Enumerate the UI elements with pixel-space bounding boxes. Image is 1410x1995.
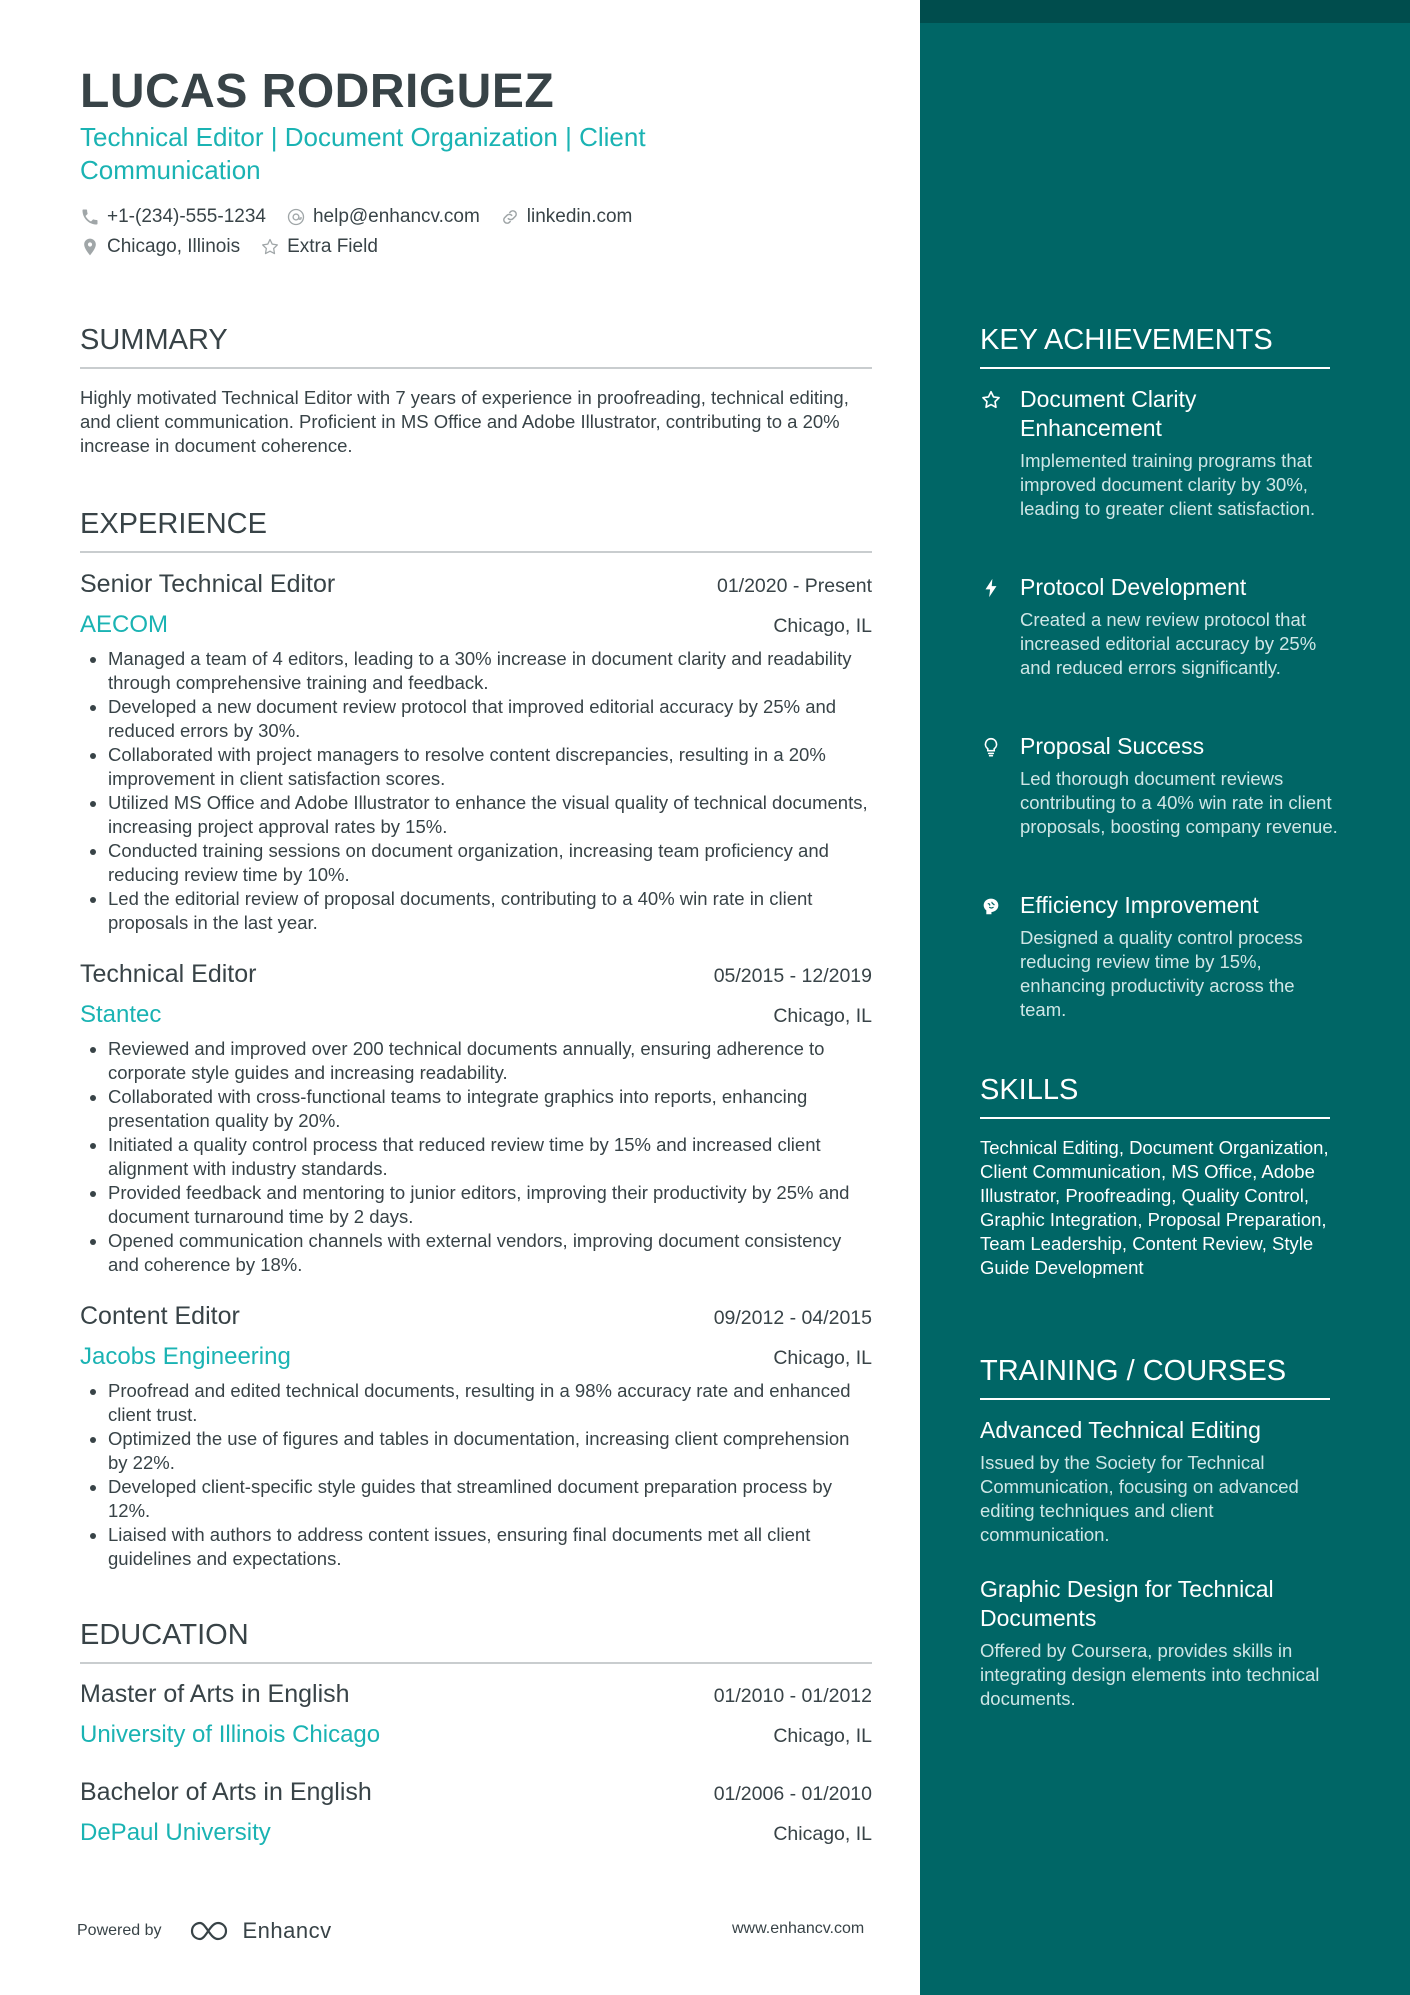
job-dates: 01/2020 - Present xyxy=(716,575,872,597)
job-title: Content Editor xyxy=(80,1302,240,1330)
edu-dates: 01/2010 - 01/2012 xyxy=(713,1685,872,1707)
course-desc: Issued by the Society for Technical Communication, focusing on advanced editing techniques and client communication. xyxy=(980,1452,1299,1545)
bullet: • Collaborated with cross-functional teams to integrate graphics into reports, enhancing presentation quality by 20%. xyxy=(108,1085,872,1133)
bullet: • Managed a team of 4 editors, leading to a 30% increase in document clarity and readability through comprehensive training and feedback. xyxy=(108,647,872,695)
job-title: Senior Technical Editor xyxy=(80,570,336,598)
job-dates: 09/2012 - 04/2015 xyxy=(713,1307,872,1329)
degree: Master of Arts in English xyxy=(80,1680,350,1708)
job-bullets xyxy=(80,1037,872,1277)
edu-dates: 01/2006 - 01/2010 xyxy=(713,1783,872,1805)
school-name: University of Illinois Chicago xyxy=(80,1721,381,1748)
company-name: AECOM xyxy=(80,611,169,638)
achievement-desc: Implemented training programs that improved document clarity by 30%, leading to greater client satisfaction. xyxy=(1020,450,1316,519)
company-name: Stantec xyxy=(80,1001,162,1028)
achievement-desc: Created a new review protocol that increased editorial accuracy by 25% and reduced errors significantly. xyxy=(1020,609,1317,678)
achievement-title: Proposal Success xyxy=(1020,733,1205,759)
degree: Bachelor of Arts in English xyxy=(80,1778,372,1806)
skills-list: Technical Editing, Document Organization, Client Communication, MS Office, Adobe Illustrator, Proofreading, Quality Control, Graphic Integration, Proposal Preparation, Team Leadership, Content Review, Style Guide Development xyxy=(980,1137,1329,1278)
job-location: Chicago, IL xyxy=(773,1347,872,1369)
achievement-item xyxy=(980,573,1340,680)
summary-heading: SUMMARY xyxy=(80,324,872,369)
lightbulb-icon xyxy=(980,736,1002,758)
enhancv-brand: Enhancv xyxy=(242,1918,332,1943)
bullet: • Collaborated with project managers to resolve content discrepancies, resulting in a 20% improvement in client satisfaction scores. xyxy=(108,743,872,791)
bullet: • Conducted training sessions on document organization, increasing team proficiency and reducing review time by 10%. xyxy=(108,839,872,887)
star-outline-icon xyxy=(260,237,280,257)
brain-icon xyxy=(980,895,1002,917)
course-title: Graphic Design for Technical Documents xyxy=(980,1576,1274,1631)
course-title: Advanced Technical Editing xyxy=(980,1417,1261,1443)
edu-location: Chicago, IL xyxy=(773,1725,872,1747)
location-pin-icon xyxy=(80,237,100,257)
email-item[interactable] xyxy=(286,206,480,228)
bullet: • Liaised with authors to address content issues, ensuring final documents met all client guidelines and expectations. xyxy=(108,1523,872,1571)
bullet: • Optimized the use of figures and tables in documentation, increasing client comprehension by 22%. xyxy=(108,1427,872,1475)
training-heading: TRAINING / COURSES xyxy=(980,1355,1330,1400)
education-heading: EDUCATION xyxy=(80,1619,872,1664)
bullet: • Proofread and edited technical documents, resulting in a 98% accuracy rate and enhanced client trust. xyxy=(108,1379,872,1427)
extra-field: Extra Field xyxy=(287,236,378,257)
edu-location: Chicago, IL xyxy=(773,1823,872,1845)
bolt-icon xyxy=(980,577,1002,599)
achievement-desc: Led thorough document reviews contributing to a 40% win rate in client proposals, boosting company revenue. xyxy=(1020,768,1338,837)
achievement-item xyxy=(980,732,1340,839)
job-entry xyxy=(80,570,872,935)
contact-row-1 xyxy=(80,206,652,228)
achievement-item xyxy=(980,891,1340,1022)
school-name: DePaul University xyxy=(80,1819,271,1846)
bullet: • Developed a new document review protocol that improved editorial accuracy by 25% and reduced errors by 30%. xyxy=(108,695,872,743)
achievement-title: Protocol Development xyxy=(1020,574,1247,600)
company-name: Jacobs Engineering xyxy=(80,1343,291,1370)
contact-row-2 xyxy=(80,236,398,258)
bullet: • Developed client-specific style guides that streamlined document preparation process by 12%. xyxy=(108,1475,872,1523)
enhancv-logo[interactable] xyxy=(188,1918,332,1944)
education-entry xyxy=(80,1778,872,1847)
experience-heading: EXPERIENCE xyxy=(80,508,872,553)
enhancv-logo-icon xyxy=(188,1918,234,1944)
job-dates: 05/2015 - 12/2019 xyxy=(713,965,872,987)
job-location: Chicago, IL xyxy=(773,615,872,637)
sidebar-top-bar xyxy=(920,0,1410,23)
job-bullets xyxy=(80,647,872,935)
education-entry xyxy=(80,1680,872,1749)
achievements-heading: KEY ACHIEVEMENTS xyxy=(980,324,1330,369)
phone-icon xyxy=(80,207,100,227)
location-item xyxy=(80,236,240,258)
website-item[interactable] xyxy=(500,206,633,228)
course-desc: Offered by Coursera, provides skills in integrating design elements into technical documents. xyxy=(980,1640,1320,1709)
extra-item xyxy=(260,236,378,258)
candidate-name: LUCAS RODRIGUEZ xyxy=(80,65,555,118)
location-text: Chicago, Illinois xyxy=(107,236,241,257)
powered-by-label: Powered by xyxy=(77,1922,162,1939)
job-location: Chicago, IL xyxy=(773,1005,872,1027)
headline: Technical Editor | Document Organization | Client Communication xyxy=(80,122,646,185)
job-bullets xyxy=(80,1379,872,1571)
achievement-desc: Designed a quality control process reducing review time by 15%, enhancing productivity across the team. xyxy=(1020,927,1303,1020)
summary-text: Highly motivated Technical Editor with 7 years of experience in proofreading, technical editing, and client communication. Proficient in MS Office and Adobe Illustrator, contributing to a 20% increase in document coherence. xyxy=(80,387,849,456)
bullet: • Led the editorial review of proposal documents, contributing to a 40% win rate in client proposals in the last year. xyxy=(108,887,872,935)
job-entry xyxy=(80,960,872,1277)
email-link[interactable]: help@enhancv.com xyxy=(312,206,480,227)
achievement-item xyxy=(980,385,1340,521)
at-icon xyxy=(286,207,306,227)
star-icon xyxy=(980,389,1002,411)
bullet: • Opened communication channels with external vendors, improving document consistency and coherence by 18%. xyxy=(108,1229,872,1277)
course-item xyxy=(980,1416,1340,1547)
phone-number: +1-(234)-555-1234 xyxy=(107,206,266,227)
bullet: • Initiated a quality control process that reduced review time by 15% and increased client alignment with industry standards. xyxy=(108,1133,872,1181)
skills-heading: SKILLS xyxy=(980,1074,1330,1119)
bullet: • Reviewed and improved over 200 technical documents annually, ensuring adherence to corporate style guides and increasing readability. xyxy=(108,1037,872,1085)
bullet: • Provided feedback and mentoring to junior editors, improving their productivity by 25% and document turnaround time by 2 days. xyxy=(108,1181,872,1229)
job-title: Technical Editor xyxy=(80,960,257,988)
website-link[interactable]: linkedin.com xyxy=(526,206,633,227)
course-item xyxy=(980,1575,1340,1711)
link-icon xyxy=(500,207,520,227)
bullet: • Utilized MS Office and Adobe Illustrator to enhance the visual quality of technical documents, increasing project approval rates by 15%. xyxy=(108,791,872,839)
achievement-title: Efficiency Improvement xyxy=(1020,892,1259,918)
phone-item xyxy=(80,206,266,228)
job-entry xyxy=(80,1302,872,1571)
footer-url[interactable]: www.enhancv.com xyxy=(732,1920,865,1937)
achievement-title: Document Clarity Enhancement xyxy=(1020,386,1197,441)
footer-branding xyxy=(77,1918,332,1944)
